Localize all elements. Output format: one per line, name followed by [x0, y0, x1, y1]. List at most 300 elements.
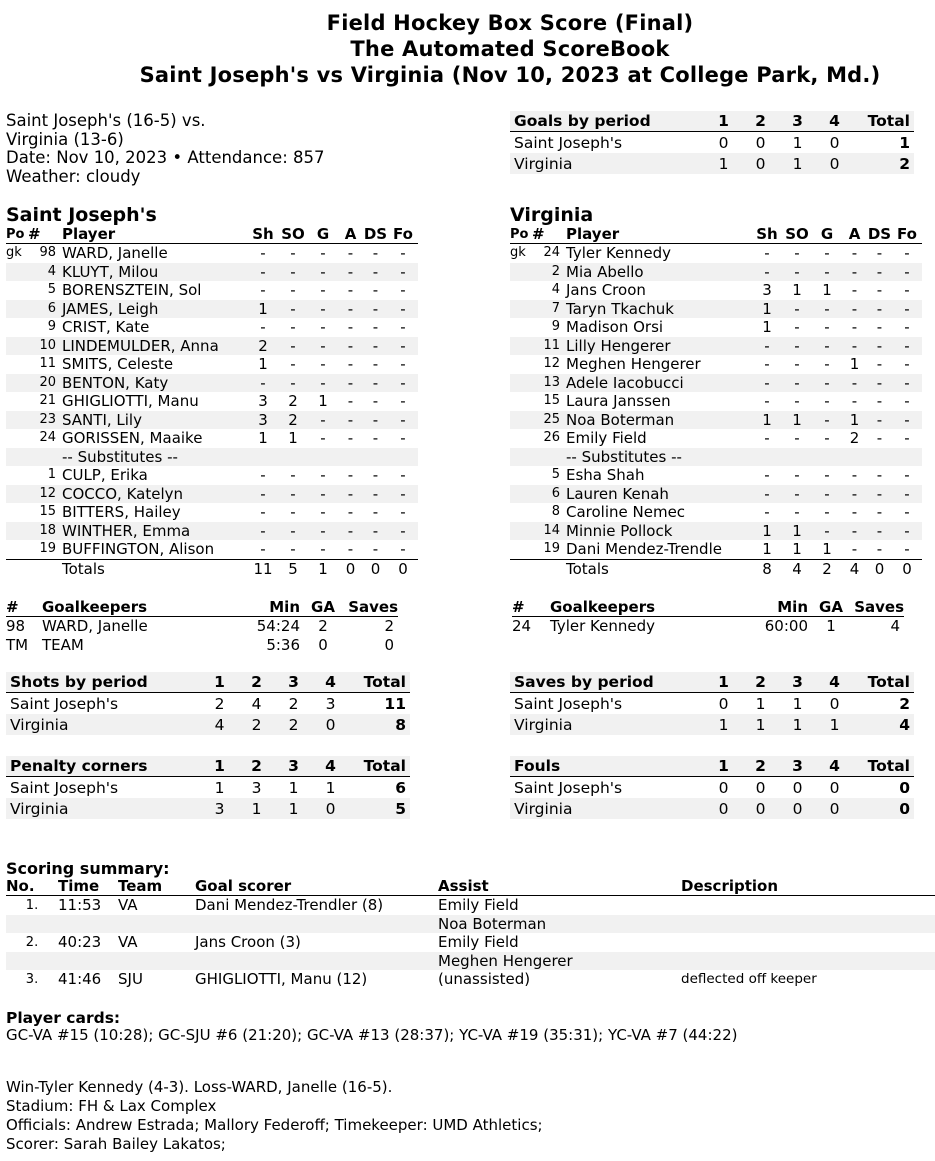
player-name: Adele Iacobucci: [566, 374, 752, 393]
stat-sh: -: [752, 337, 782, 356]
stat-ds: -: [867, 263, 892, 282]
player-number: 6: [532, 485, 566, 504]
goal-number: 2.: [25, 934, 39, 950]
stat-sh: 1: [258, 355, 268, 373]
report-title: [0, 10, 935, 88]
period-value: 0: [718, 133, 729, 152]
gk-min: 5:36: [266, 635, 300, 654]
player-position: [6, 374, 28, 393]
stat-g: -: [812, 374, 842, 393]
substitutes-label: -- Substitutes --: [510, 448, 922, 467]
scorer: Scorer: Sarah Bailey Lakatos;: [6, 1135, 226, 1153]
saves-by-period-table: [510, 672, 914, 735]
stat-fo: -: [400, 281, 406, 299]
stat-g: -: [824, 503, 830, 521]
col-so: SO: [782, 225, 812, 244]
col-player: Player: [62, 225, 248, 244]
stat-g: -: [824, 466, 830, 484]
stat-so: -: [794, 429, 800, 447]
period-3-header: 3: [779, 756, 816, 777]
gk-row: [6, 636, 398, 655]
gk-num: TM: [6, 635, 29, 654]
gk-ga: 0: [318, 635, 328, 654]
stat-ds: -: [867, 522, 892, 541]
player-row: [510, 281, 922, 300]
stat-so: -: [290, 540, 296, 558]
team-name: Virginia: [510, 153, 705, 174]
totals-spacer: [28, 559, 62, 578]
player-row: [510, 503, 922, 522]
stat-fo: -: [904, 318, 910, 336]
stat-sh: 1: [752, 411, 782, 430]
goal-number: 3.: [25, 971, 39, 987]
player-cards-text: GC-VA #15 (10:28); GC-SJU #6 (21:20); GC-VA #13 (28:37); YC-VA #19 (35:31); YC-VA #7 (44:22): [6, 1026, 738, 1044]
total-stat-ds: 0: [867, 559, 892, 578]
fouls-title: Fouls: [510, 756, 705, 777]
footer-notes: [6, 1078, 543, 1154]
player-cards-heading: Player cards:: [6, 1009, 121, 1027]
stat-fo: -: [904, 392, 910, 410]
goals-title: Goals by period: [510, 111, 705, 132]
period-value: 0: [792, 778, 803, 797]
player-number: 5: [47, 282, 56, 297]
stat-so: -: [290, 318, 296, 336]
team-name: Saint Joseph's: [10, 778, 119, 797]
player-name: Noa Boterman: [566, 411, 752, 430]
col-sh: Sh: [752, 225, 782, 244]
stat-sh: 3: [248, 411, 278, 430]
goal-time: [58, 952, 118, 971]
period-value: 4: [201, 714, 238, 735]
period-3-header: 3: [779, 672, 816, 693]
goal-scorer: [195, 952, 438, 971]
gk-saves: 4: [890, 617, 900, 636]
gk-col-title: Goalkeepers: [42, 598, 238, 617]
goal-assist: Emily Field: [438, 933, 519, 952]
period-value: 0: [829, 778, 840, 797]
goal-description: deflected off keeper: [681, 971, 817, 988]
stat-a: -: [842, 337, 867, 356]
shots-title: Shots by period: [6, 672, 201, 693]
period-value: 2: [238, 714, 275, 735]
total-value: 2: [853, 153, 914, 174]
pc-title: Penalty corners: [6, 756, 201, 777]
player-row: [6, 503, 418, 522]
period-4-header: 4: [312, 672, 349, 693]
stat-fo: -: [892, 522, 922, 541]
stat-g: -: [320, 318, 326, 336]
stat-a: -: [338, 411, 363, 430]
player-name: Meghen Hengerer: [566, 355, 701, 373]
period-2-header: 2: [742, 111, 779, 132]
stat-sh: -: [248, 263, 278, 282]
stat-so: 2: [288, 392, 298, 410]
period-value: 1: [214, 778, 225, 797]
period-value: 1: [779, 714, 816, 735]
total-header: Total: [853, 111, 914, 132]
stat-a: 2: [849, 429, 860, 447]
period-value: 0: [312, 798, 349, 819]
player-number: 4: [28, 263, 62, 282]
stat-fo: -: [400, 318, 406, 336]
fouls-row-sju: [510, 777, 914, 799]
total-value: 0: [853, 798, 914, 819]
stat-ds: -: [876, 503, 883, 521]
player-number: 9: [551, 319, 560, 334]
goal-number: [6, 915, 58, 934]
stat-g: -: [308, 522, 338, 541]
info-home: Saint Joseph's (16-5) vs.: [6, 111, 206, 130]
player-name: Caroline Nemec: [566, 503, 686, 521]
stat-ds: -: [876, 392, 883, 410]
stat-fo: -: [388, 337, 418, 356]
player-position: [510, 281, 532, 300]
col-po: Po: [510, 225, 532, 244]
stat-sh: 1: [258, 429, 268, 447]
fouls-row-va: [510, 798, 914, 819]
sju-goalkeepers-table: [6, 598, 398, 654]
substitutes-row: [6, 448, 418, 467]
stat-fo: -: [904, 429, 910, 447]
stat-a: -: [338, 337, 363, 356]
col-num: #: [532, 225, 566, 244]
stat-a: -: [347, 540, 354, 558]
stat-sh: -: [764, 466, 770, 484]
player-name: BENTON, Katy: [62, 374, 248, 393]
player-name: BORENSZTEIN, Sol: [62, 281, 202, 299]
title-line-3: Saint Joseph's vs Virginia (Nov 10, 2023 at College Park, Md.): [139, 63, 881, 87]
col-no: No.: [6, 877, 58, 896]
stat-ds: -: [372, 392, 379, 410]
player-position: [6, 392, 28, 411]
period-value: 0: [779, 798, 816, 819]
player-row: [510, 411, 922, 430]
goal-team: VA: [118, 896, 138, 915]
stat-g: -: [824, 355, 830, 373]
col-a: A: [338, 225, 363, 244]
shots-by-period-table: [6, 672, 410, 735]
period-value: 1: [705, 153, 742, 174]
team-name: Saint Joseph's: [514, 694, 623, 713]
goal-scorer: GHIGLIOTTI, Manu (12): [195, 970, 368, 989]
period-4-header: 4: [816, 111, 853, 132]
stat-a: -: [851, 318, 858, 336]
total-value: 11: [384, 694, 406, 713]
totals-row: [510, 559, 922, 578]
stat-fo: -: [400, 466, 406, 484]
player-number: 21: [39, 393, 56, 408]
stat-fo: -: [400, 540, 406, 558]
stat-ds: -: [363, 485, 388, 504]
stat-sh: -: [260, 244, 266, 262]
stat-fo: -: [400, 429, 406, 447]
player-position: [510, 318, 532, 337]
stat-sh: -: [248, 485, 278, 504]
goal-time: 41:46: [58, 970, 102, 989]
player-name: Minnie Pollock: [566, 522, 752, 541]
player-row: [510, 244, 922, 263]
stat-ds: -: [867, 411, 892, 430]
goal-scorer: Jans Croon (3): [195, 933, 301, 952]
player-name: BITTERS, Hailey: [62, 503, 181, 521]
player-name: Lilly Hengerer: [566, 337, 752, 356]
stat-so: -: [290, 355, 296, 373]
stat-so: -: [278, 337, 308, 356]
gk-row: [6, 617, 398, 636]
player-number: 9: [47, 319, 56, 334]
period-value: 2: [275, 714, 312, 735]
stat-a: -: [842, 485, 867, 504]
stat-sh: -: [752, 374, 782, 393]
stat-so: 1: [792, 540, 802, 558]
stat-sh: -: [260, 281, 266, 299]
player-number: 19: [543, 541, 560, 556]
player-name: Taryn Tkachuk: [566, 300, 752, 319]
stat-a: -: [842, 374, 867, 393]
total-stat-g: 1: [308, 559, 338, 578]
sju-stats-table: [6, 225, 418, 578]
period-1-header: 1: [201, 756, 238, 777]
period-value: 0: [755, 133, 766, 152]
goal-number: [6, 952, 58, 971]
stat-a: -: [842, 263, 867, 282]
stat-fo: -: [904, 281, 910, 299]
stat-g: -: [308, 263, 338, 282]
total-stat-sh: 8: [752, 559, 782, 578]
stat-ds: -: [363, 263, 388, 282]
scoring-row: [6, 970, 935, 989]
player-name: Laura Janssen: [566, 392, 671, 410]
col-fo: Fo: [892, 225, 922, 244]
player-row: [6, 466, 418, 485]
stat-ds: -: [372, 355, 379, 373]
player-number: 98: [39, 245, 56, 260]
period-value: 1: [816, 714, 853, 735]
player-name: Jans Croon: [566, 281, 646, 299]
total-value: 1: [899, 133, 910, 152]
period-2-header: 2: [742, 672, 779, 693]
saves-title: Saves by period: [510, 672, 705, 693]
player-name: CULP, Erika: [62, 466, 148, 484]
title-line-1: Field Hockey Box Score (Final): [326, 11, 694, 35]
player-row: [510, 263, 922, 282]
player-row: [6, 355, 418, 374]
stat-fo: -: [388, 374, 418, 393]
player-name: SMITS, Celeste: [62, 355, 174, 373]
stat-sh: -: [752, 485, 782, 504]
player-row: [6, 522, 418, 541]
stat-so: -: [782, 485, 812, 504]
scoring-summary-table: [6, 877, 935, 989]
period-2-header: 2: [742, 756, 779, 777]
gk-name: WARD, Janelle: [42, 617, 148, 636]
stat-so: -: [794, 355, 800, 373]
stat-a: -: [347, 244, 354, 262]
stat-a: -: [347, 318, 354, 336]
stat-sh: 3: [258, 392, 268, 410]
period-value: 1: [705, 714, 742, 735]
stat-g: -: [812, 522, 842, 541]
period-value: 0: [829, 694, 840, 713]
period-1-header: 1: [201, 672, 238, 693]
player-row: [510, 522, 922, 541]
stat-g: -: [812, 485, 842, 504]
stat-g: 1: [822, 281, 832, 299]
period-3-header: 3: [275, 672, 312, 693]
player-position: [6, 485, 28, 504]
stat-sh: -: [764, 503, 770, 521]
col-g: G: [812, 225, 842, 244]
stat-ds: -: [372, 540, 379, 558]
player-row: [510, 392, 922, 411]
player-number: 24: [543, 245, 560, 260]
stat-ds: -: [363, 374, 388, 393]
total-stat-ds: 0: [363, 559, 388, 578]
period-2-header: 2: [238, 756, 275, 777]
period-value: 1: [779, 153, 816, 174]
stat-a: -: [347, 503, 354, 521]
total-stat-fo: 0: [388, 559, 418, 578]
stat-sh: 1: [762, 318, 772, 336]
period-value: 1: [792, 694, 803, 713]
player-position: [510, 411, 532, 430]
player-position: [510, 392, 532, 411]
player-row: [6, 429, 418, 448]
stat-sh: -: [764, 429, 770, 447]
totals-spacer: [510, 559, 532, 578]
stat-fo: -: [904, 466, 910, 484]
stat-ds: -: [876, 540, 883, 558]
player-position: [6, 337, 28, 356]
team-name: Saint Joseph's: [10, 694, 119, 713]
stat-fo: -: [904, 355, 910, 373]
stat-so: -: [278, 374, 308, 393]
team-name: Virginia: [6, 714, 201, 735]
player-position: [6, 281, 28, 300]
scoring-row: [6, 915, 935, 934]
stat-ds: -: [867, 300, 892, 319]
pc-row-va: [6, 798, 410, 819]
goal-description: [681, 896, 935, 915]
stat-so: -: [794, 503, 800, 521]
player-number: 19: [39, 541, 56, 556]
stat-fo: -: [388, 485, 418, 504]
goal-scorer: Dani Mendez-Trendler (8): [195, 896, 384, 915]
stat-a: -: [338, 485, 363, 504]
stat-so: 1: [782, 411, 812, 430]
player-position: [510, 263, 532, 282]
stat-a: -: [347, 281, 354, 299]
player-position: [510, 540, 532, 559]
stat-so: -: [278, 263, 308, 282]
period-value: 0: [829, 133, 840, 152]
player-number: 24: [39, 430, 56, 445]
stat-a: -: [851, 392, 858, 410]
player-number: 18: [28, 522, 62, 541]
gk-name: TEAM: [42, 635, 84, 654]
player-position: gk: [6, 245, 22, 260]
total-stat-fo: 0: [892, 559, 922, 578]
goal-number: 1.: [25, 897, 39, 913]
period-value: 1: [742, 714, 779, 735]
period-value: 1: [792, 133, 803, 152]
player-name: Tyler Kennedy: [566, 244, 671, 262]
player-number: 25: [532, 411, 566, 430]
period-value: 3: [325, 694, 336, 713]
player-number: 15: [39, 504, 56, 519]
stat-fo: -: [904, 540, 910, 558]
player-name: Madison Orsi: [566, 318, 664, 336]
period-value: 3: [251, 778, 262, 797]
stat-g: -: [308, 485, 338, 504]
player-row: [510, 429, 922, 448]
player-position: [510, 337, 532, 356]
stat-ds: -: [876, 281, 883, 299]
player-number: 2: [532, 263, 566, 282]
gk-col-title: Goalkeepers: [550, 598, 746, 617]
player-number: 13: [532, 374, 566, 393]
goal-assist: Meghen Hengerer: [438, 952, 681, 971]
total-value: 5: [349, 798, 410, 819]
player-number: 5: [551, 467, 560, 482]
va-stats-table: [510, 225, 922, 578]
stat-so: -: [278, 522, 308, 541]
stat-ds: -: [372, 281, 379, 299]
player-row: [6, 281, 418, 300]
team-name: Saint Joseph's: [514, 133, 623, 152]
col-num: #: [28, 225, 62, 244]
stat-g: -: [308, 374, 338, 393]
stat-sh: 3: [762, 281, 772, 299]
stat-g: -: [308, 300, 338, 319]
player-name: Esha Shah: [566, 466, 645, 484]
period-value: 0: [705, 798, 742, 819]
totals-spacer: [532, 559, 566, 578]
goals-by-period-table: [510, 111, 914, 174]
total-value: 2: [899, 694, 910, 713]
player-row: [6, 244, 418, 263]
gk-num: 24: [512, 617, 532, 636]
player-name: SANTI, Lily: [62, 411, 248, 430]
stat-ds: -: [867, 485, 892, 504]
player-position: [6, 503, 28, 522]
total-header: Total: [349, 672, 410, 693]
gk-col-saves: Saves: [346, 598, 398, 617]
saves-row-va: [510, 714, 914, 735]
stat-so: -: [782, 337, 812, 356]
stat-ds: -: [867, 337, 892, 356]
total-value: 8: [349, 714, 410, 735]
stat-ds: -: [876, 466, 883, 484]
period-4-header: 4: [312, 756, 349, 777]
player-row: [510, 337, 922, 356]
saves-row-sju: [510, 693, 914, 715]
player-row: [510, 485, 922, 504]
team-name: Virginia: [6, 798, 201, 819]
total-stat-so: 5: [278, 559, 308, 578]
title-line-2: The Automated ScoreBook: [350, 37, 670, 61]
stat-ds: -: [372, 244, 379, 262]
period-value: 0: [742, 153, 779, 174]
goal-team: SJU: [118, 970, 143, 989]
col-po: Po: [6, 225, 28, 244]
stat-a: 1: [842, 411, 867, 430]
officials: Officials: Andrew Estrada; Mallory Federoff; Timekeeper: UMD Athletics;: [6, 1116, 543, 1134]
stat-sh: 1: [752, 300, 782, 319]
goal-team: VA: [118, 933, 138, 952]
period-value: 0: [718, 778, 729, 797]
stat-fo: -: [388, 522, 418, 541]
